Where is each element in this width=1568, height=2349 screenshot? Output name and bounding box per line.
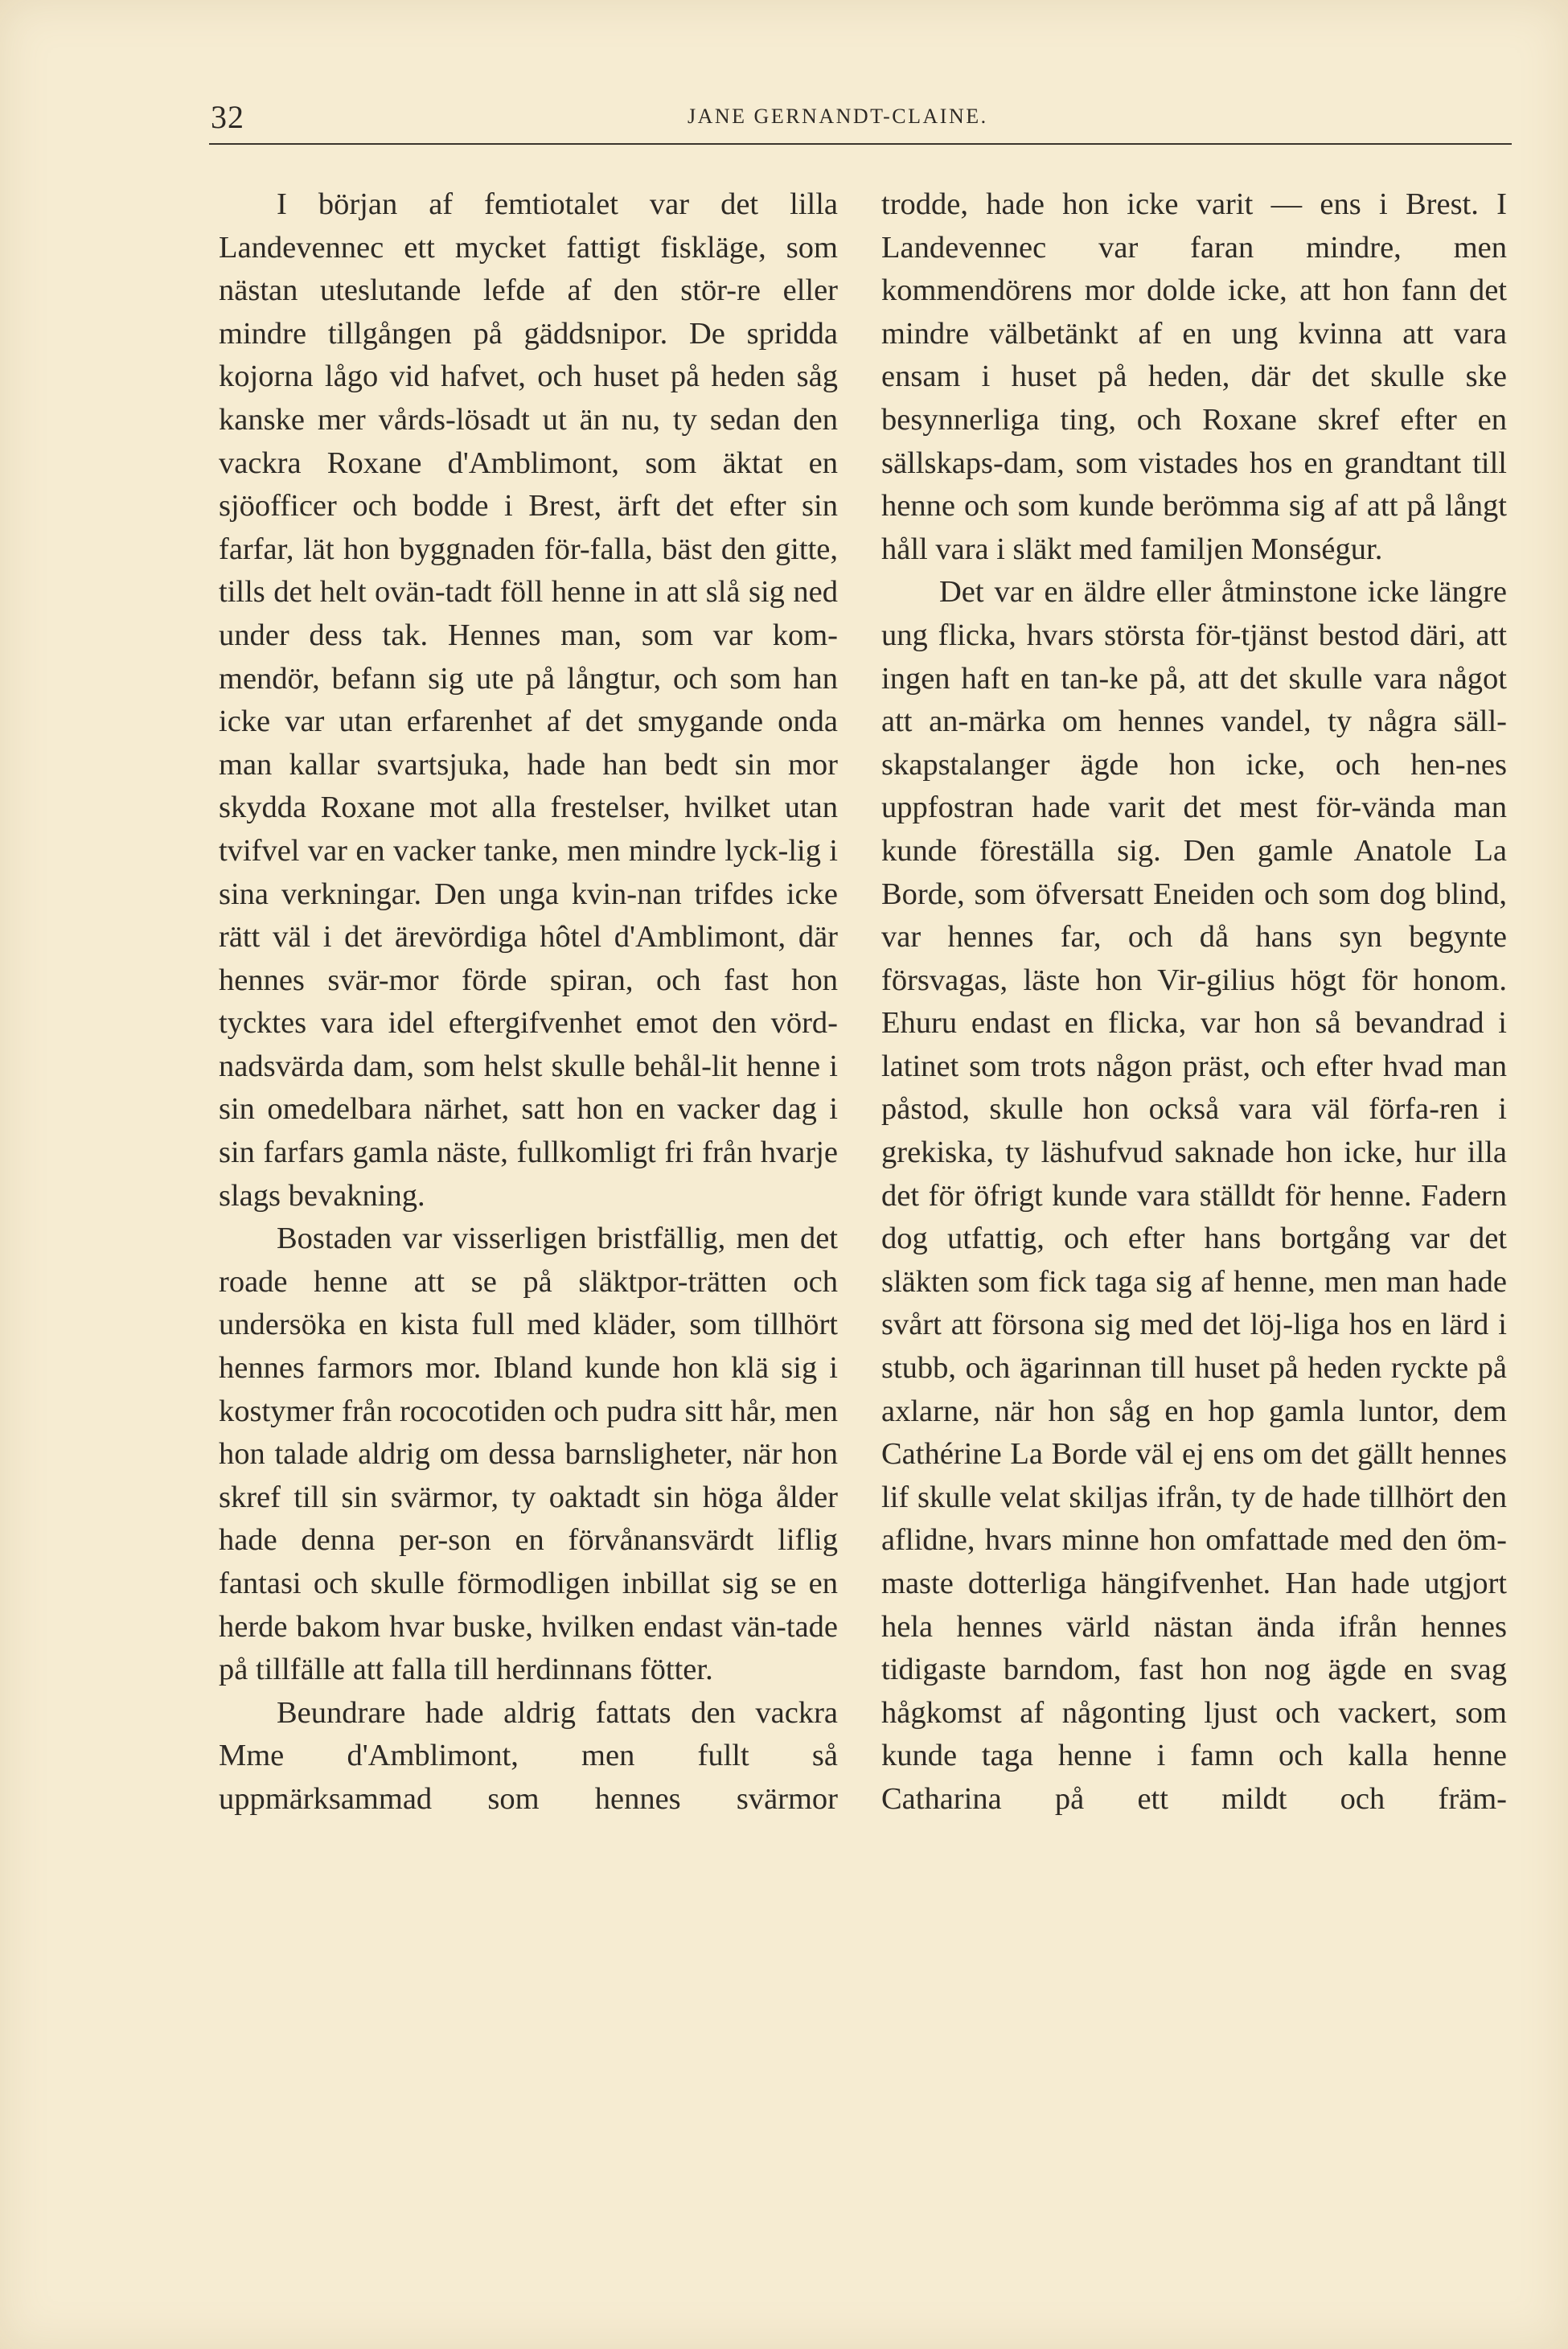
right-text-column	[881, 183, 1507, 1821]
left-text-column	[219, 183, 838, 1821]
paragraph: I början af femtiotalet var det lilla Landevennec ett mycket fattigt fiskläge, som nästan uteslutande lefde af den stör-re eller mindre tillgången på gäddsnipor. De spridda kojorna lågo vid hafvet, och huset på heden såg kanske mer vårds-lösadt ut än nu, ty sedan den vackra Roxane d'Amblimont, som äktat en sjöofficer och bodde i Brest, ärft det efter sin farfar, lät hon byggnaden för-falla, bäst den gitte, tills det helt ovän-tadt föll henne in att slå sig ned under dess tak. Hennes man, som var kom-mendör, befann sig ute på långtur, och som han icke var utan erfarenhet af det smygande onda man kallar svartsjuka, hade han bedt sin mor skydda Roxane mot alla frestelser, hvilket utan tvifvel var en vacker tanke, men mindre lyck-lig i sina verkningar. Den unga kvin-nan trifdes icke rätt väl i det ärevördiga hôtel d'Amblimont, där hennes svär-mor förde spiran, och fast hon tycktes vara idel eftergifvenhet emot den vörd-nadsvärda dam, som helst skulle behål-lit henne i sin omedelbara närhet, satt hon en vacker dag i sin farfars gamla näste, fullkomligt fri från hvarje slags bevakning.	[219, 187, 838, 1213]
paragraph: Beundrare hade aldrig fattats den vackra Mme d'Amblimont, men fullt så uppmärksammad som hennes svärmor	[219, 1695, 838, 1816]
running-head-title: JANE GERNANDT-CLAINE.	[688, 105, 988, 128]
paragraph-continued: trodde, hade hon icke varit — ens i Brest. I Landevennec var faran mindre, men kommendörens mor dolde icke, att hon fann det mindre välbetänkt af en ung kvinna att vara ensam i huset på heden, där det skulle ske besynnerliga ting, och Roxane skref efter en sällskaps-dam, som vistades hos en grandtant till henne och som kunde berömma sig af att på långt håll vara i släkt med familjen Monségur.	[881, 187, 1507, 566]
paragraph: Bostaden var visserligen bristfällig, men det roade henne att se på släktpor-trätten och undersöka en kista full med kläder, som tillhört hennes farmors mor. Ibland kunde hon klä sig i kostymer från rococotiden och pudra sitt hår, men hon talade aldrig om dessa barnsligheter, när hon skref till sin svärmor, ty oaktadt sin höga ålder hade denna per-son en förvånansvärdt liflig fantasi och skulle förmodligen inbillat sig se en herde bakom hvar buske, hvilken endast vän-tade på tillfälle att falla till herdinnans fötter.	[219, 1222, 838, 1687]
page-number: 32	[211, 99, 244, 135]
paragraph: Det var en äldre eller åtminstone icke längre ung flicka, hvars största för-tjänst bestod däri, att ingen haft en tan-ke på, att det skulle vara något att an-märka om hennes vandel, ty några säll-skapstalanger ägde hon icke, och hen-nes uppfostran hade varit det mest för-vända man kunde föreställa sig. Den gamle Anatole La Borde, som öfversatt Eneiden och som dog blind, var hennes far, och då hans syn begynte försvagas, läste hon Vir-gilius högt för honom. Ehuru endast en flicka, var hon så bevandrad i latinet som trots någon präst, och efter hvad man påstod, skulle hon också vara väl förfa-ren i grekiska, ty läshufvud saknade hon icke, hur illa det för öfrigt kunde vara ställdt för henne. Fadern dog utfattig, och efter hans bortgång var det släkten som fick taga sig af henne, men man hade svårt att försona sig med det löj-liga hos en lärd i stubb, och ägarinnan till huset på heden ryckte på axlarne, när hon såg en hop gamla luntor, dem Cathérine La Borde väl ej ens om det gällt hennes lif skulle velat skiljas ifrån, ty de hade tillhört den aflidne, hvars minne hon omfattade med den öm-maste dotterliga hängifvenhet. Han hade utgjort hela hennes värld nästan ända ifrån hennes tidigaste barndom, fast hon nog ägde en svag hågkomst af någonting ljust och vackert, som kunde taga henne i famn och kalla henne Catharina på ett mildt och främ-	[881, 575, 1507, 1816]
header-rule	[209, 143, 1512, 145]
